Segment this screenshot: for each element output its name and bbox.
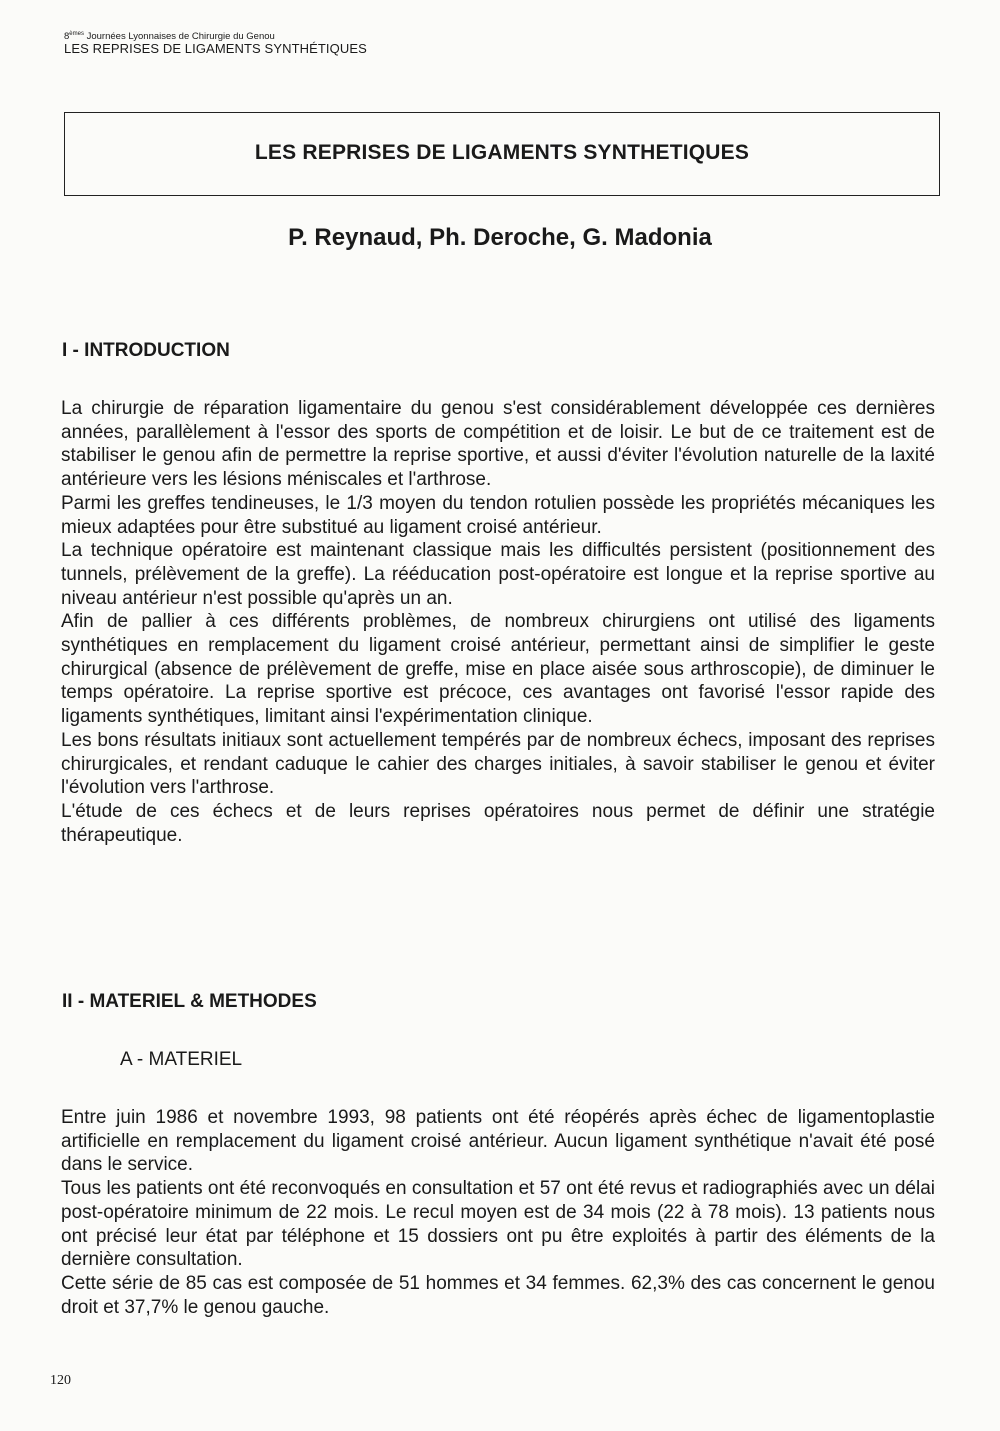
paragraph: Les bons résultats initiaux sont actuellement tempérés par de nombreux échecs, imposant des reprises chirurgicales, et rendant caduque le cahier des charges initiales, à savoir stabiliser le genou et éviter l'évolution vers l'arthrose.	[61, 729, 935, 799]
paragraph: Tous les patients ont été reconvoqués en consultation et 57 ont été revus et radiographiés avec un délai post-opératoire minimum de 22 mois. Le recul moyen est de 34 mois (22 à 78 mois). 13 patients nous ont précisé leur état par téléphone et 15 dossiers ont pu être exploités à partir des éléments de la dernière consultation.	[61, 1178, 935, 1271]
paragraph: Parmi les greffes tendineuses, le 1/3 moyen du tendon rotulien possède les propriétés mécaniques les mieux adaptées pour être substitué au ligament croisé antérieur.	[61, 492, 935, 538]
methods-heading: II - MATERIEL & METHODES	[62, 991, 317, 1012]
introduction-heading: I - INTRODUCTION	[62, 340, 230, 361]
page-number: 120	[50, 1373, 71, 1388]
page-title: LES REPRISES DE LIGAMENTS SYNTHETIQUES	[254, 141, 750, 164]
conference-title: Journées Lyonnaises de Chirurgie du Genou	[83, 31, 275, 43]
materiel-subheading: A - MATERIEL	[120, 1049, 243, 1070]
running-head	[64, 31, 367, 56]
paragraph: L'étude de ces échecs et de leurs reprises opératoires nous permet de définir une stratégie thérapeutique.	[61, 800, 935, 846]
paragraph: La technique opératoire est maintenant classique mais les difficultés persistent (positionnement des tunnels, prélèvement de la greffe). La rééducation post-opératoire est longue et la reprise sportive au niveau antérieur n'est possible qu'après un an.	[61, 540, 935, 609]
conference-number: 8	[64, 31, 70, 43]
series-title: LES REPRISES DE LIGAMENTS SYNTHÉTIQUES	[64, 41, 367, 57]
title-box	[64, 112, 940, 196]
paragraph: Cette série de 85 cas est composée de 51 hommes et 34 femmes. 62,3% des cas concernent le genou droit et 37,7% le genou gauche.	[61, 1272, 935, 1318]
materiel-body	[61, 1106, 935, 1319]
authors: P. Reynaud, Ph. Deroche, G. Madonia	[288, 224, 712, 251]
paragraph: Afin de pallier à ces différents problèmes, de nombreux chirurgiens ont utilisé des ligaments synthétiques en remplacement du ligament croisé antérieur, permettant ainsi de simplifier le geste chirurgical (absence de prélèvement de greffe, mise en place aisée sous arthroscopie), de diminuer le temps opératoire. La reprise sportive est précoce, ces avantages ont favorisé l'essor rapide des ligaments synthétiques, limitant ainsi l'expérimentation clinique.	[61, 611, 935, 728]
introduction-body	[61, 397, 935, 847]
conference-ordinal: èmes	[69, 31, 84, 37]
paragraph: La chirurgie de réparation ligamentaire du genou s'est considérablement développée ces dernières années, parallèlement à l'essor des sports de compétition et de loisir. Le but de ce traitement est de stabiliser le genou afin de permettre la reprise sportive, et aussi d'éviter l'évolution naturelle de la laxité antérieure vers les lésions méniscales et l'arthrose.	[61, 398, 935, 491]
paragraph: Entre juin 1986 et novembre 1993, 98 patients ont été réopérés après échec de ligamentoplastie artificielle en remplacement du ligament croisé antérieur. Aucun ligament synthétique n'avait été posé dans le service.	[61, 1107, 935, 1176]
